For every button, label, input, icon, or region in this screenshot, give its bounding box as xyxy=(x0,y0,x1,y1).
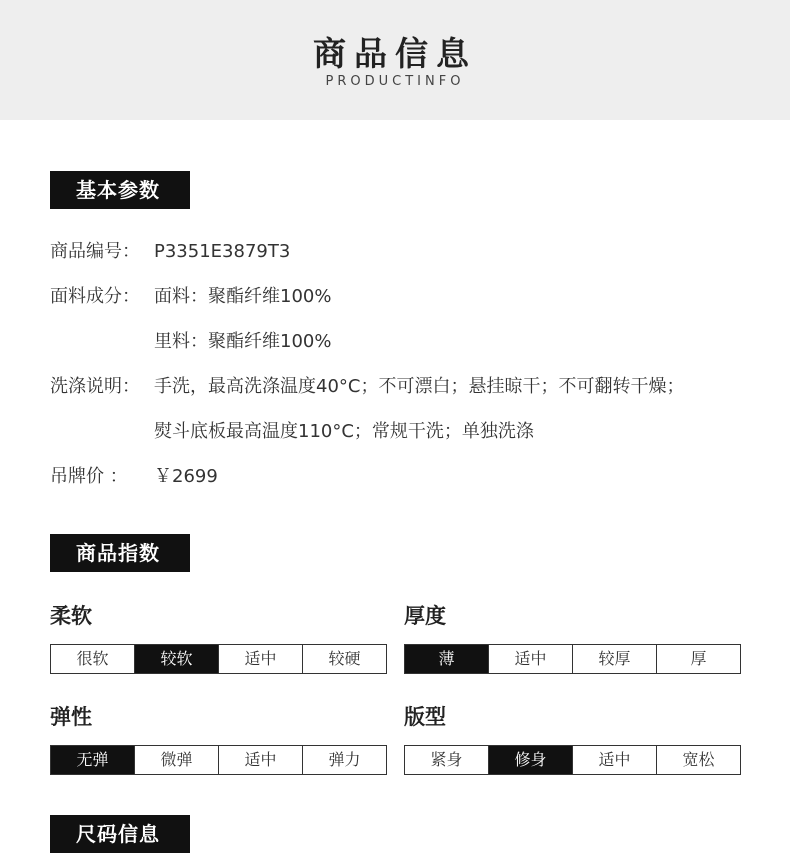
price-value: ￥2699 xyxy=(154,466,218,487)
thickness-option: 适中 xyxy=(489,645,573,673)
section-basic-title: 基本参数 xyxy=(50,171,190,209)
wash-line-2: 熨斗底板最高温度110°C；常规干洗；单独洗涤 xyxy=(154,421,534,442)
thickness-option: 厚 xyxy=(690,649,707,668)
material-outer: 面料：聚酯纤维100% xyxy=(154,286,332,307)
product-code-row xyxy=(50,237,290,263)
thickness-scale xyxy=(404,644,741,674)
fit-title: 版型 xyxy=(404,705,446,729)
softness-option: 较硬 xyxy=(328,649,361,668)
material-label: 面料成分： xyxy=(50,286,140,307)
elasticity-title: 弹性 xyxy=(50,705,92,729)
wash-line-1: 手洗，最高洗涤温度40°C；不可漂白；悬挂晾干；不可翻转干燥； xyxy=(154,376,685,397)
elasticity-option: 微弹 xyxy=(135,746,219,774)
fit-scale xyxy=(404,745,741,775)
section-index-title: 商品指数 xyxy=(50,534,190,572)
elasticity-option: 弹力 xyxy=(328,750,361,769)
wash-label: 洗涤说明： xyxy=(50,376,140,397)
softness-option: 很软 xyxy=(51,645,135,673)
elasticity-scale xyxy=(50,745,387,775)
softness-option: 适中 xyxy=(219,645,303,673)
page-subtitle: PRODUCTINFO xyxy=(325,74,465,89)
thickness-option: 较厚 xyxy=(573,645,657,673)
page-title: 商品信息 xyxy=(313,34,477,73)
thickness-title: 厚度 xyxy=(404,604,446,628)
header-banner xyxy=(0,0,790,120)
fit-option: 宽松 xyxy=(682,750,715,769)
section-size-title: 尺码信息 xyxy=(50,815,190,853)
softness-title: 柔软 xyxy=(50,604,92,628)
softness-option: 较软 xyxy=(135,645,219,673)
fit-option: 适中 xyxy=(573,746,657,774)
fit-option: 修身 xyxy=(489,746,573,774)
fit-option: 紧身 xyxy=(405,746,489,774)
elasticity-option: 无弹 xyxy=(51,746,135,774)
price-label: 吊牌价 ： xyxy=(50,466,128,487)
product-code-label: 商品编号： xyxy=(50,241,140,262)
material-lining: 里料：聚酯纤维100% xyxy=(154,331,332,352)
wash-row xyxy=(50,372,684,398)
softness-scale xyxy=(50,644,387,674)
elasticity-option: 适中 xyxy=(219,746,303,774)
thickness-option: 薄 xyxy=(405,645,489,673)
material-row xyxy=(50,282,331,308)
price-row xyxy=(50,462,218,488)
product-code-value: P3351E3879T3 xyxy=(154,241,291,262)
